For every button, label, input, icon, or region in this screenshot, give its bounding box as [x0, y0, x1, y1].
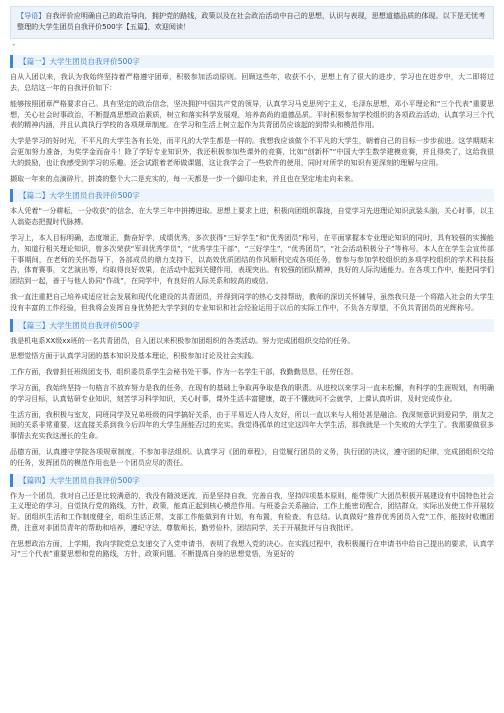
paragraph: 我一直注重把自己培养成适应社会发展和现代化建设的共青团员，并得到同学的热心支持帮助，教师的深切关怀辅导，虽然我只是一个将踏入社会的大学生没有丰富的工作经验，但我将会发挥自身优势把大学学到的专业知识和社会经验运用于以后的实际工作中，不负各方厚望，不负共青团员的光辉称号。	[10, 291, 494, 312]
section-3	[10, 319, 494, 469]
paragraph: 自从入团以来，我认为我始终坚持着严格遵守团章，积极参加活动原则。回顾这些年，收获不小，思想上有了很大的进步，学习也在进步中，大二即将过去，总结这一年的自我评价如下：	[10, 72, 494, 92]
section-title: 【篇四】大学生团员自我评价500字	[10, 474, 494, 487]
intro-box	[10, 6, 494, 39]
section-title: 【篇二】大学生团员自我评价500字	[10, 189, 494, 202]
intro-text: 自我评价应明确自己的政治导向，拥护党的路线，政策以及在社会政治活动中自己的思想，认识与表现，思想道德品质的体现。以下是无忧考整理的大学生团员自我评价500字【五篇】，欢迎阅读！	[17, 11, 486, 31]
paragraph: 工作方面，我曾担任班级团支书，组织委员系学生会秘书处干事。作为一名学生干部，我勤勤恳恳，任劳任怨。	[10, 367, 358, 377]
paragraph: 生活方面，我积极与室友，同班同学及兄弟班级的同学搞好关系，由于平易近人待人友好，所以一直以来与人相处甚是融洽。我深刻意识到爱同学，朋友之间的关系非常重要，这直接关系到我今后四年的大学生涯能否过的充实。我觉得孤单的过完这四年大学生活，那我就是一个失败的大学生了。我需要做很多事情去充实我这漫长的生命。	[10, 409, 494, 441]
section-2	[10, 189, 494, 313]
paragraph: 学习上，本人目标明确，态度端正，勤奋好学，成绩优秀，多次获得“三好学生”和“优秀团员”称号，在平面掌握本专业理论知识的同时，具有较强的实操能力，知道行相关理论知识，曾多次荣获“军训优秀学员”，“优秀学生干部”，“三好学生”，“优秀团员”，“社会活动积极分子”等称号，本人在在学生会宣传部干事期间，在老师的关怀指导下，各部成员的鼎力支持下，以高效优质团结的作风顺利完成各项任务，曾参与参加学校组织的多项学校组织的学术科技报告，体育赛事，文艺演出等，均取得良好效果，在活动中起到关键作用，表现突出。有较强的团队精神，良好的人际沟通能力。在各项工作中，能把同学们团结到一起，善于与他人协同“作战”，在同学中，有良好的人际关系和较高的威信。	[10, 232, 494, 286]
intro-tag: 【导语】	[17, 11, 46, 20]
section-1	[10, 55, 494, 184]
paragraph: 在思想政治方面，上学期，我向学院党总支递交了入党申请书，表明了我想入党的决心。在实践过程中，我积极履行在申请书中给自己提出的要求，认真学习“三个代表”重要思想和党的路线，方针，政策问题。不断提高自身的思想觉悟，为更好的	[10, 538, 494, 559]
section-4	[10, 474, 494, 561]
paragraph: 大学是学习的好时光，不平凡的大学生各有长处，而平凡的大学生都是一样的。我想我应该做个不平凡的大学生，朝着自己的目标一步步前进。这学期期末会更加努力准备，为奖学金而奋斗！除了学好专业知识外，我还积极参加些课外的竞赛，比如“创新杯”“中国大学生数学建模竞赛，并且得奖了，这给我很大的鼓励，也让我感受到学习的乐趣。还会试跟着老师做课题，这让我学会了一些软件的使用，同时对所学的知识有更深刻的理解与应用。	[10, 136, 494, 167]
paragraph: 我是机电系XX级xx班的一名共青团员，自入团以来积极参加团组织的各类活动。努力完成团组织交给的任务。	[10, 335, 355, 345]
paragraph: 能够按照团章严格要求自己。具有坚定的政治信念，坚决拥护中国共产党的领导，认真学习马克思列宁主义，毛泽东思想，邓小平理论和“三个代表”重要思想，关心社会时事政治，不断提高思想政治素质，树立和落实科学发展观，培养高尚的道德品质。平时积极参加学校组织的各项政治活动，认真学习三个代表的精神内涵，并且认真执行学校的各项规章制度。在学习和生活上树立起作为共青团员应该起的到带头和模范作用。	[10, 98, 494, 130]
paragraph: 作为一个团员，我对自己还是比较满意的，我没有随波逐流，而是坚持自我，完善自我，坚持四项基本原则，能带领广大团员积极开展建设有中国特色社会主义理论的学习，自觉执行党的路线，方针，政策，能真正起到核心模范作用。与班委会关系融洽，工作上能密切配合，团结群众，实际出发使工作开展较好。团组织生活和工作制度健全，组织生活正常，支部工作能做到有计划，有布置，有检查，有总结。认真做好“推荐优秀团员入党”工作，能按时收缴团费，注意对非团员青年的帮助和培养，遵纪守法，尊敬师长，勤劳俭朴，团结同学，关于开展批评与自我批评。	[10, 490, 494, 532]
paragraph: 学习方面，我始终坚持一句格言不放弃努力是我的任务，在现有的基础上争取再争取是我的职责。从进校以来学习一直未松懈，有科学的生涯规划，有明确的学习目标，认真钻研专业知识，刻苦学习科学知识，关心时事，课外生活丰富健康，敢于不懂就问不会就学，上课认真听讲，及时完成作业。	[10, 382, 494, 403]
paragraph: 思想觉悟方面于认真学习团的基本知识及基本理论，积极参加讨论及社会实践。	[10, 351, 259, 361]
paragraph: 本人凭着“一分耕耘，一分收获”的信念，在大学三年中拼搏进取。思想上要求上进，积极向团组织靠拢，自觉学习先进理论知识武装头脑，关心时事，以主人翁姿态把握时代脉搏。	[10, 206, 494, 227]
paragraph: 撷取一年来的点滴碎片，拼凑的整个大二是充实的，每一天都是一步一个脚印走来，并且也在坚定地走向未来。	[10, 173, 358, 183]
paragraph: 品德方面，认真遵守学院各项规章制度，不参加非法组织。认真学习《团的章程》，自觉履行团员的义务，执行团的决议，遵守团的纪律，完成团组织交给的任务，发挥团员的模范作用也是一个团员应尽的责任。	[10, 446, 494, 467]
section-title: 【篇三】大学生团员自我评价500字	[10, 319, 494, 332]
bullet-dot: •	[12, 42, 16, 50]
section-title: 【篇一】大学生团员自我评价500字	[10, 55, 494, 68]
